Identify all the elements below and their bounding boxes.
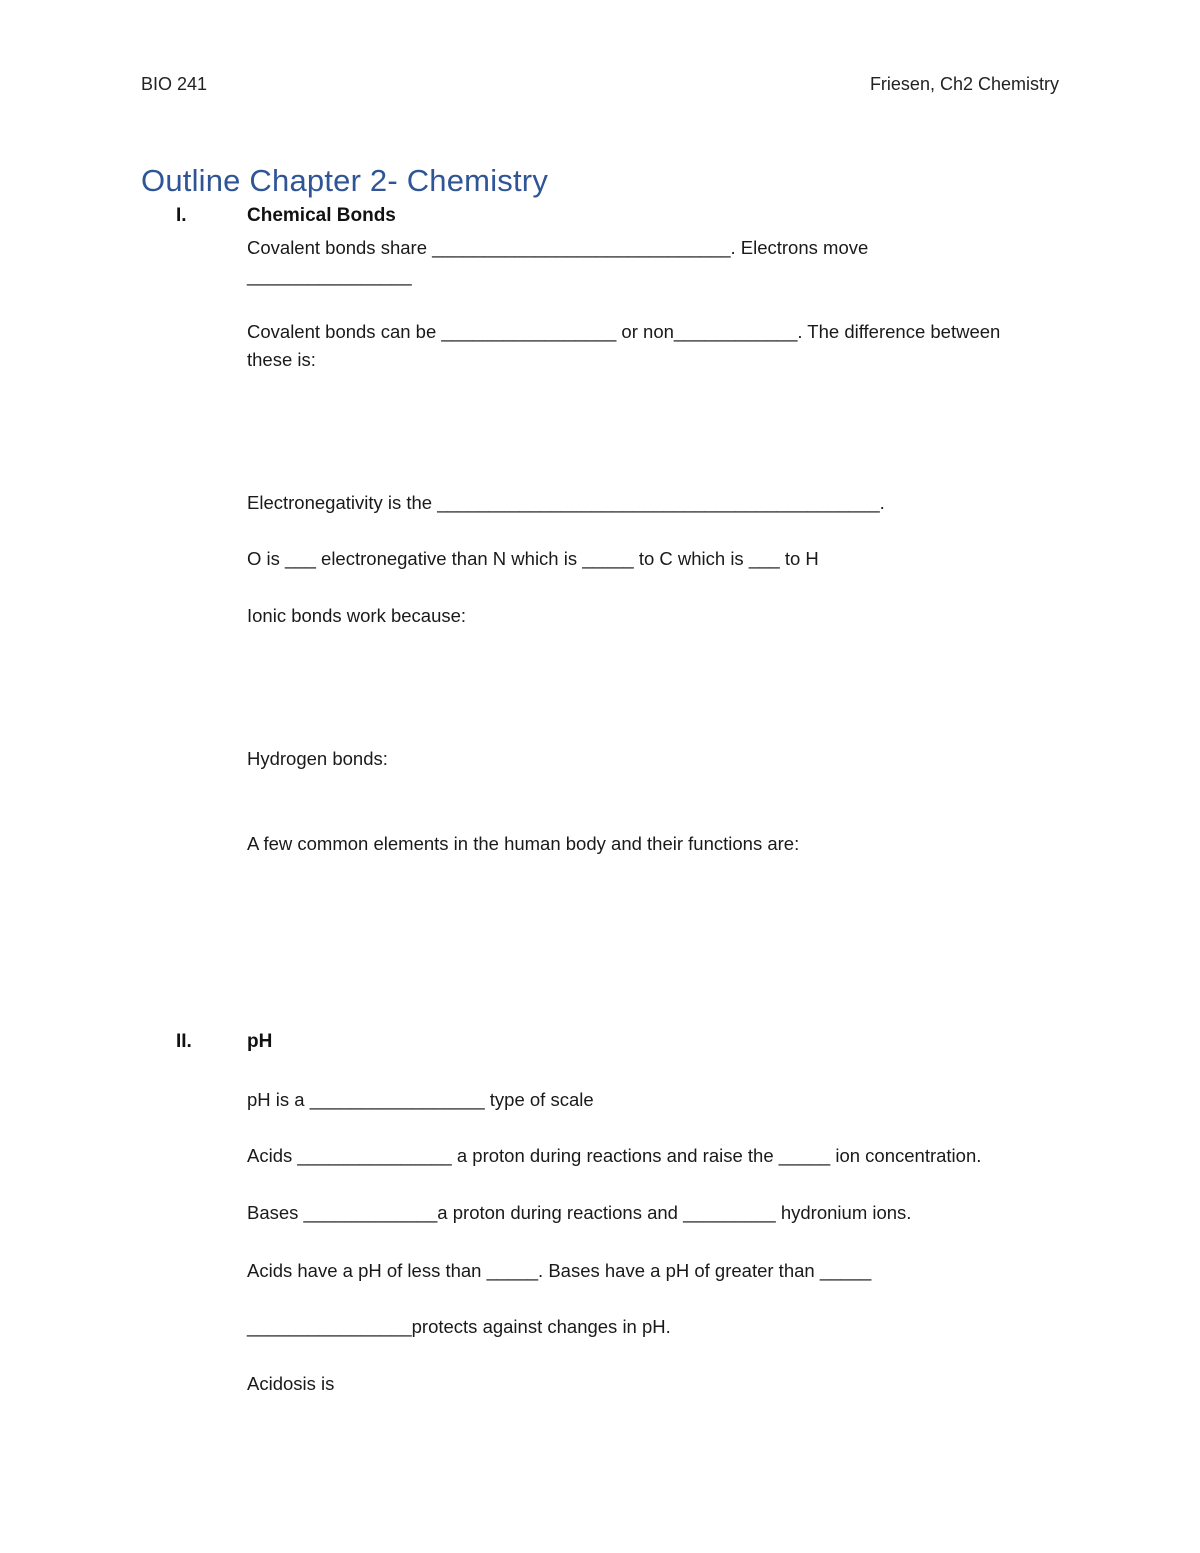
ionic-bonds-prompt: Ionic bonds work because:: [247, 605, 467, 626]
common-elements-prompt: A few common elements in the human body and their functions are:: [247, 833, 800, 854]
ph-thresholds-prompt: Acids have a pH of less than _____. Bases have a pH of greater than _____: [247, 1260, 872, 1281]
section-2-heading: pH: [247, 1031, 273, 1052]
acids-proton-prompt: Acids _______________ a proton during reactions and raise the _____ ion concentration.: [247, 1145, 982, 1166]
section-1-heading: Chemical Bonds: [247, 205, 396, 226]
covalent-share-prompt: Covalent bonds share _____________________________. Electrons move ________________: [247, 237, 869, 286]
buffer-prompt: ________________protects against changes in pH.: [247, 1316, 671, 1337]
covalent-polarity-prompt: Covalent bonds can be _________________ or non____________. The difference between these is:: [247, 321, 1001, 370]
acidosis-prompt: Acidosis is: [247, 1373, 335, 1394]
bases-proton-prompt: Bases _____________a proton during reactions and _________ hydronium ions.: [247, 1202, 912, 1223]
section-2-numeral: II.: [176, 1031, 192, 1052]
header-course: BIO 241: [141, 74, 208, 94]
electronegativity-order-prompt: O is ___ electronegative than N which is _____ to C which is ___ to H: [247, 548, 819, 569]
hydrogen-bonds-prompt: Hydrogen bonds:: [247, 748, 388, 769]
electronegativity-prompt: Electronegativity is the ___________________________________________.: [247, 492, 885, 513]
section-1-numeral: I.: [176, 205, 187, 226]
page-title: Outline Chapter 2- Chemistry: [141, 163, 549, 198]
header-author-chapter: Friesen, Ch2 Chemistry: [869, 74, 1059, 94]
ph-scale-prompt: pH is a _________________ type of scale: [247, 1089, 594, 1110]
